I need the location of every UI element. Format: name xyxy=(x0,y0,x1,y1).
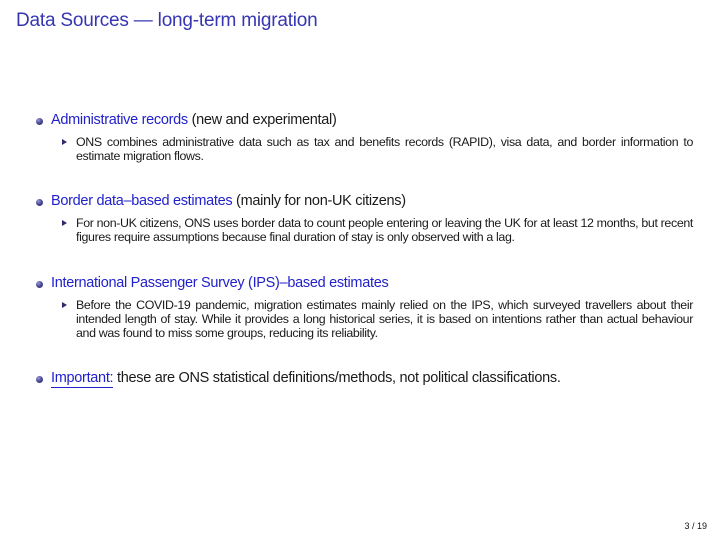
page-number: 3 / 19 xyxy=(684,521,707,531)
triangle-bullet-icon xyxy=(62,302,67,308)
slide-title: Data Sources — long-term migration xyxy=(16,10,318,31)
slide-content xyxy=(36,113,698,417)
item-text xyxy=(51,371,561,386)
subitem-text: ONS combines administrative data such as tax and benefits records (RAPID), visa data, and border information to estimate migration flows. xyxy=(76,135,693,164)
bullet-group-administrative-records xyxy=(36,113,698,163)
subitem-text: Before the COVID-19 pandemic, migration estimates mainly relied on the IPS, which surveyed travellers about their intended length of stay. While it provides a long historical series, it is based on intentions rather than actual behaviour and was found to miss some groups, reducing its reliability. xyxy=(76,297,693,340)
item-rest: (mainly for non-UK citizens) xyxy=(232,193,406,210)
bullet-group-important xyxy=(36,371,698,386)
triangle-bullet-icon xyxy=(62,139,67,145)
item-heading: International Passenger Survey (IPS)–based estimates xyxy=(51,274,389,291)
item-heading: Administrative records xyxy=(51,112,188,128)
list-item xyxy=(36,194,698,209)
item-text xyxy=(51,113,337,128)
ball-bullet-icon xyxy=(36,118,43,125)
item-text xyxy=(51,194,406,209)
sub-list-item xyxy=(62,135,698,163)
ball-bullet-icon xyxy=(36,281,43,288)
item-text xyxy=(51,276,388,291)
sub-list-item xyxy=(62,216,698,244)
item-rest: these are ONS statistical definitions/methods, not political classifications. xyxy=(113,369,561,386)
item-heading: Important: xyxy=(51,369,114,386)
item-rest: (new and experimental) xyxy=(187,112,337,128)
sub-list-item xyxy=(62,298,698,340)
bullet-group-border-data xyxy=(36,194,698,244)
item-heading: Border data–based estimates xyxy=(51,193,233,210)
list-item xyxy=(36,371,698,386)
list-item xyxy=(36,276,698,291)
bullet-group-ips xyxy=(36,276,698,340)
subitem-text: For non-UK citizens, ONS uses border data to count people entering or leaving the UK for at least 12 months, but recent figures require assumptions because final duration of stay is only observed with a lag. xyxy=(76,216,693,245)
ball-bullet-icon xyxy=(36,376,43,383)
list-item xyxy=(36,113,698,128)
triangle-bullet-icon xyxy=(62,220,67,226)
ball-bullet-icon xyxy=(36,199,43,206)
